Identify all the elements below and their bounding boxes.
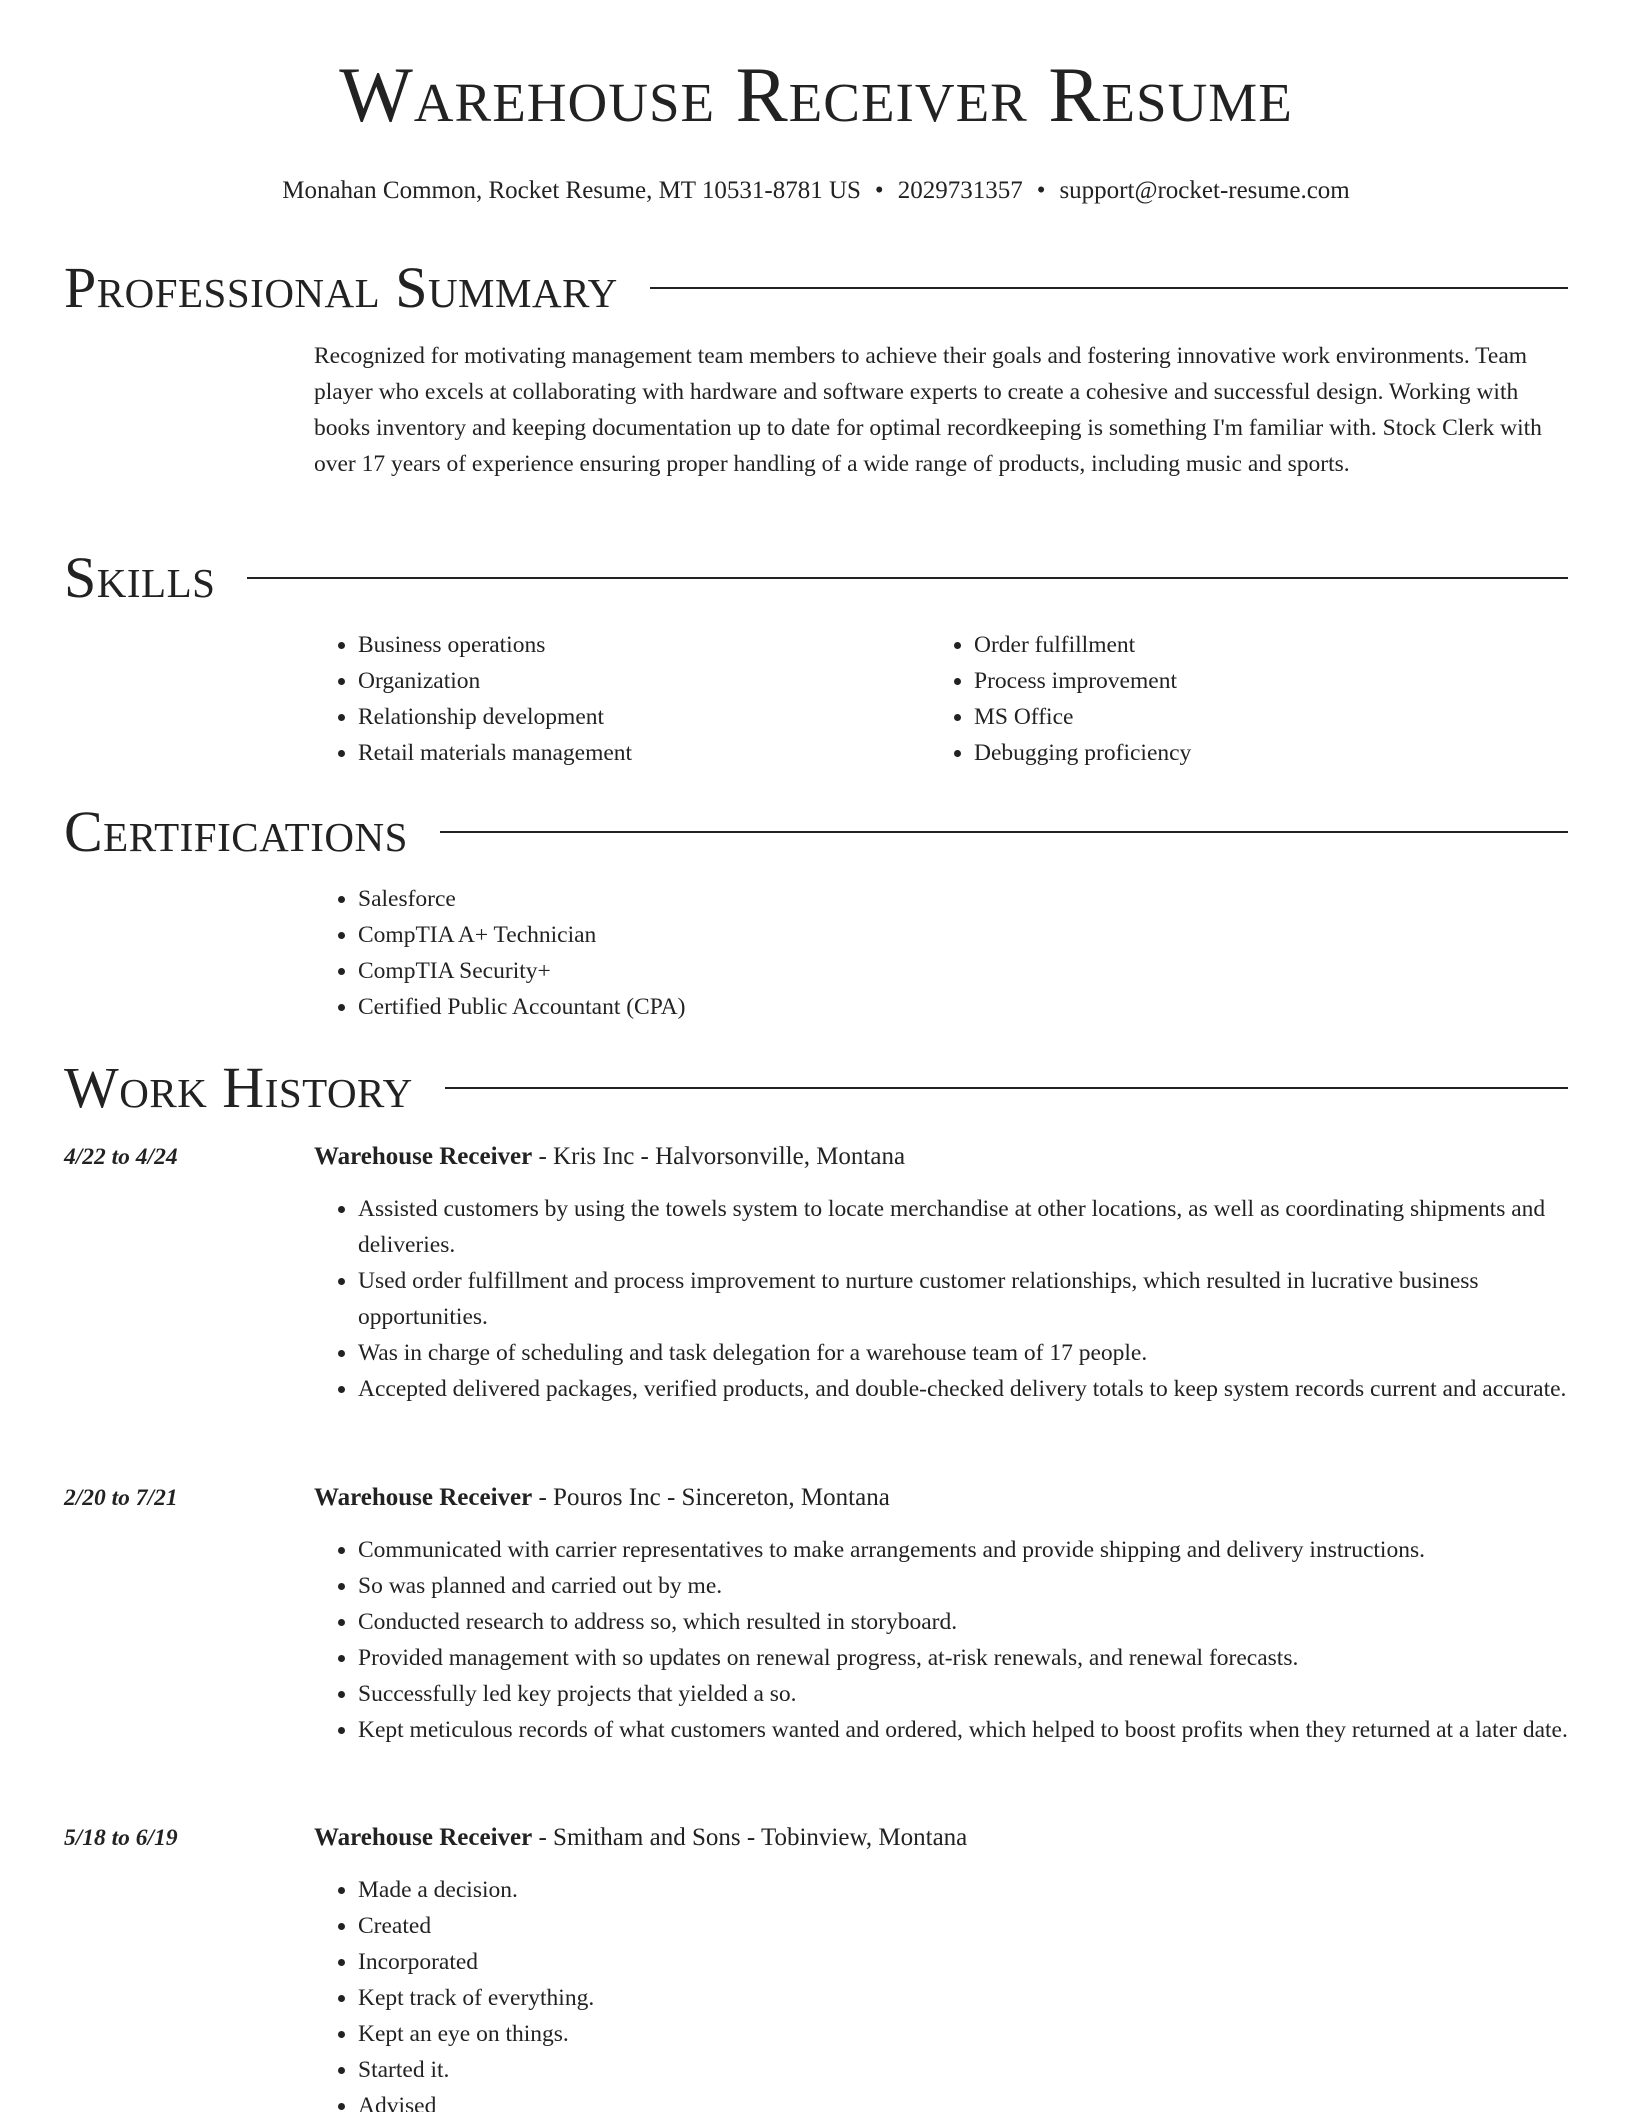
- job-duty: • Accepted delivered packages, verified products, and double-checked delivery totals to keep system records current and accurate.: [358, 1371, 1568, 1407]
- job-role: Warehouse Receiver: [314, 1824, 533, 1851]
- job-duty: • Created: [358, 1908, 1568, 1944]
- section-divider: [247, 577, 1568, 579]
- skill-item: • Order fulfillment: [974, 627, 1546, 663]
- skills-columns: [314, 627, 1568, 771]
- job-employer: - Kris Inc - Halvorsonville, Montana: [532, 1143, 906, 1170]
- section-divider: [650, 287, 1568, 289]
- job-dates: 4/22 to 4/24: [64, 1144, 178, 1170]
- certifications-section: [64, 799, 1568, 864]
- job-duties: [314, 1872, 1568, 2112]
- job-duty: • Kept meticulous records of what customers wanted and ordered, which helped to boost profits when they returned at a later date.: [358, 1712, 1568, 1748]
- summary-text: Recognized for motivating management team members to achieve their goals and fostering innovative work environments. Team player who excels at collaborating with hardware and software experts to create a cohesive and successful design. Working with books inventory and keeping documentation up to date for optimal recordkeeping is something I'm familiar with. Stock Clerk with over 17 years of experience ensuring proper handling of a wide range of products, including music and sports.: [314, 343, 1542, 477]
- section-divider: [445, 1087, 1568, 1089]
- job-duty: • Assisted customers by using the towels system to locate merchandise at other locations, as well as coordinating shipments and deliveries.: [358, 1191, 1568, 1263]
- contact-phone: 2029731357: [897, 177, 1023, 204]
- job-duty: • Conducted research to address so, which resulted in storyboard.: [358, 1604, 1568, 1640]
- contact-separator: •: [1036, 177, 1046, 204]
- summary-heading: Professional Summary: [64, 255, 618, 320]
- work-history-section: [64, 1055, 1568, 1120]
- job-title-line: [314, 1480, 890, 1516]
- contact-line: [0, 176, 1632, 206]
- certification-item: • Salesforce: [358, 881, 1568, 917]
- section-divider: [440, 831, 1568, 833]
- job-duty: • Communicated with carrier representatives to make arrangements and provide shipping and delivery instructions.: [358, 1532, 1568, 1568]
- job-role: Warehouse Receiver: [314, 1143, 533, 1170]
- job-duty: • Kept track of everything.: [358, 1980, 1568, 2016]
- skills-heading: Skills: [64, 545, 216, 610]
- job-duty: • Made a decision.: [358, 1872, 1568, 1908]
- job-duty: • Incorporated: [358, 1944, 1568, 1980]
- skills-section: [64, 545, 1568, 610]
- certification-item: • Certified Public Accountant (CPA): [358, 989, 1568, 1025]
- skills-column-right: [930, 627, 1546, 771]
- skill-item: • Organization: [358, 663, 930, 699]
- job-duties: [314, 1532, 1568, 1748]
- skill-item: • Business operations: [358, 627, 930, 663]
- skill-item: • Debugging proficiency: [974, 735, 1546, 771]
- skill-item: • Relationship development: [358, 699, 930, 735]
- skill-item: • Process improvement: [974, 663, 1546, 699]
- job-dates: 2/20 to 7/21: [64, 1485, 178, 1511]
- job-duty: • Advised: [358, 2088, 1568, 2112]
- job-duty: • Provided management with so updates on renewal progress, at-risk renewals, and renewal forecasts.: [358, 1640, 1568, 1676]
- certification-item: • CompTIA Security+: [358, 953, 1568, 989]
- skill-item: • Retail materials management: [358, 735, 930, 771]
- job-title-line: [314, 1139, 905, 1175]
- skills-column-left: [314, 627, 930, 771]
- job-duty: • Used order fulfillment and process improvement to nurture customer relationships, which resulted in lucrative business opportunities.: [358, 1263, 1568, 1335]
- job-duty: • So was planned and carried out by me.: [358, 1568, 1568, 1604]
- certifications-heading: Certifications: [64, 799, 408, 864]
- job-title-line: [314, 1820, 967, 1856]
- resume-title: Warehouse Receiver Resume: [339, 51, 1293, 138]
- certifications-list: [314, 881, 1568, 1025]
- work-history-heading: Work History: [64, 1055, 413, 1120]
- job-employer: - Pouros Inc - Sincereton, Montana: [532, 1484, 890, 1511]
- job-dates: 5/18 to 6/19: [64, 1825, 178, 1851]
- job-duty: • Was in charge of scheduling and task delegation for a warehouse team of 17 people.: [358, 1335, 1568, 1371]
- summary-section: [64, 255, 1568, 320]
- job-employer: - Smitham and Sons - Tobinview, Montana: [532, 1824, 968, 1851]
- job-role: Warehouse Receiver: [314, 1484, 533, 1511]
- certification-item: • CompTIA A+ Technician: [358, 917, 1568, 953]
- job-duties: [314, 1191, 1568, 1407]
- job-duty: • Started it.: [358, 2052, 1568, 2088]
- contact-separator: •: [874, 177, 884, 204]
- job-duty: • Kept an eye on things.: [358, 2016, 1568, 2052]
- contact-address: Monahan Common, Rocket Resume, MT 10531-8781 US: [282, 177, 861, 204]
- job-duty: • Successfully led key projects that yielded a so.: [358, 1676, 1568, 1712]
- contact-email: support@rocket-resume.com: [1059, 177, 1350, 204]
- skill-item: • MS Office: [974, 699, 1546, 735]
